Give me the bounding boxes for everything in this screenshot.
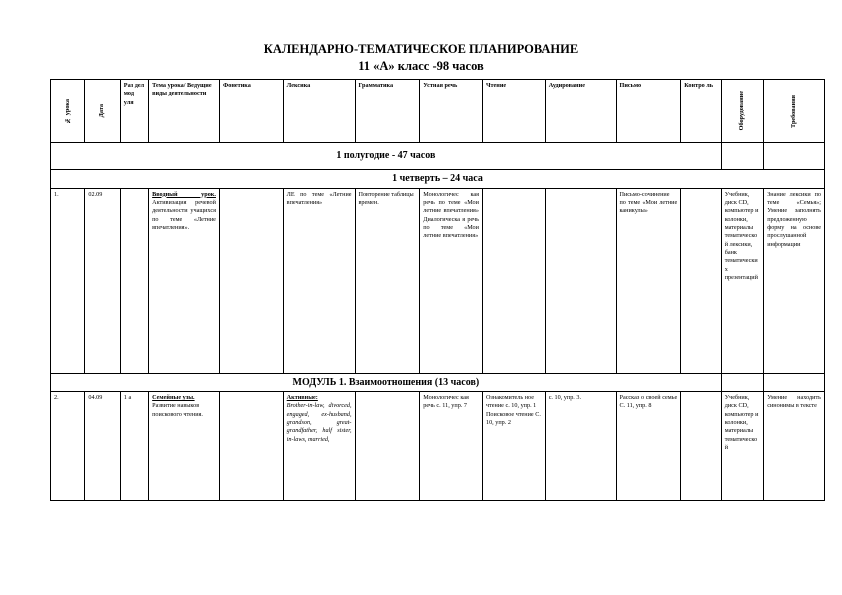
header-control: Контро ль <box>681 80 721 143</box>
row1-writing: Письмо-сочинение по теме «Мои летние каникулы» <box>616 188 681 373</box>
row1-date: 02.09 <box>85 188 120 373</box>
row1-requirements: Знание лексики по теме «Семья»; Умение заполнять предложенную форму на основе прослушанной информации <box>764 188 825 373</box>
half-year-label: 1 полугодие - 47 часов <box>51 143 722 170</box>
planning-table <box>50 79 825 501</box>
row2-num: 2. <box>51 392 85 501</box>
table-header-row <box>51 80 825 143</box>
header-speech: Устная речь <box>420 80 483 143</box>
row2-listening: с. 10, упр. 3. <box>545 392 616 501</box>
row2-lexis: Активные: Brother-in-law, divorced, engaged, ex-husband, grandson, great-grandfather, half sister, in-laws, married, <box>283 392 355 501</box>
table-row <box>51 392 825 501</box>
row1-listening <box>545 188 616 373</box>
band-module <box>51 373 825 392</box>
header-reading: Чтение <box>482 80 545 143</box>
row2-phonetics <box>219 392 283 501</box>
header-listening: Аудирование <box>545 80 616 143</box>
row1-lexis: ЛЕ по теме «Летние впечатления» <box>283 188 355 373</box>
quarter-label: 1 четверть – 24 часа <box>51 170 825 189</box>
row1-reading <box>482 188 545 373</box>
row2-grammar <box>355 392 420 501</box>
header-writing: Письмо <box>616 80 681 143</box>
row2-section: 1 a <box>120 392 148 501</box>
row2-reading: Ознакомитель ное чтение с. 10, упр. 1 Поисковое чтение С. 10, упр. 2 <box>482 392 545 501</box>
band-half-year <box>51 143 825 170</box>
module-label: МОДУЛЬ 1. Взаимоотношения (13 часов) <box>51 373 722 392</box>
header-lexis: Лексика <box>283 80 355 143</box>
row1-topic: Вводный урок. Активизация речевой деятельности учащихся по теме «Летние впечатления». <box>149 188 220 373</box>
row2-topic: Семейные узы. Развитие навыков поискового чтения. <box>149 392 220 501</box>
row1-speech: Монологичес кая речь по теме «Мои летние впечатления» Диалогическа я речь по теме «Мои летние впечатления» <box>420 188 483 373</box>
header-topic: Тема урока/ Ведущие виды деятельности <box>149 80 220 143</box>
row2-writing: Рассказ о своей семье С. 11, упр. 8 <box>616 392 681 501</box>
header-grammar: Грамматика <box>355 80 420 143</box>
band-quarter <box>51 170 825 189</box>
page-subtitle: 11 «А» класс -98 часов <box>358 59 484 73</box>
row1-equipment: Учебник, диск CD, компьютер и колонки, материалы тематической лексики, банк тематических презентаций <box>721 188 763 373</box>
table-row <box>51 188 825 373</box>
header-date: Дата <box>85 80 120 143</box>
header-requirements: Требования <box>764 80 825 143</box>
header-phonetics: Фонетика <box>219 80 283 143</box>
header-section: Раз дел мод уля <box>120 80 148 143</box>
header-num: № урока <box>51 80 85 143</box>
row1-num: 1. <box>51 188 85 373</box>
row1-grammar: Повторение таблицы времен. <box>355 188 420 373</box>
row2-speech: Монологичес кая речь с. 11, упр. 7 <box>420 392 483 501</box>
row1-phonetics <box>219 188 283 373</box>
row2-requirements: Умение находить синонимы в тексте <box>764 392 825 501</box>
row2-control <box>681 392 721 501</box>
row1-section <box>120 188 148 373</box>
page-title: КАЛЕНДАРНО-ТЕМАТИЧЕСКОЕ ПЛАНИРОВАНИЕ <box>263 42 579 56</box>
row2-equipment: Учебник, диск CD, компьютер и колонки, материалы тематической <box>721 392 763 501</box>
header-equipment: Оборудование <box>721 80 763 143</box>
row2-date: 04.09 <box>85 392 120 501</box>
row1-control <box>681 188 721 373</box>
